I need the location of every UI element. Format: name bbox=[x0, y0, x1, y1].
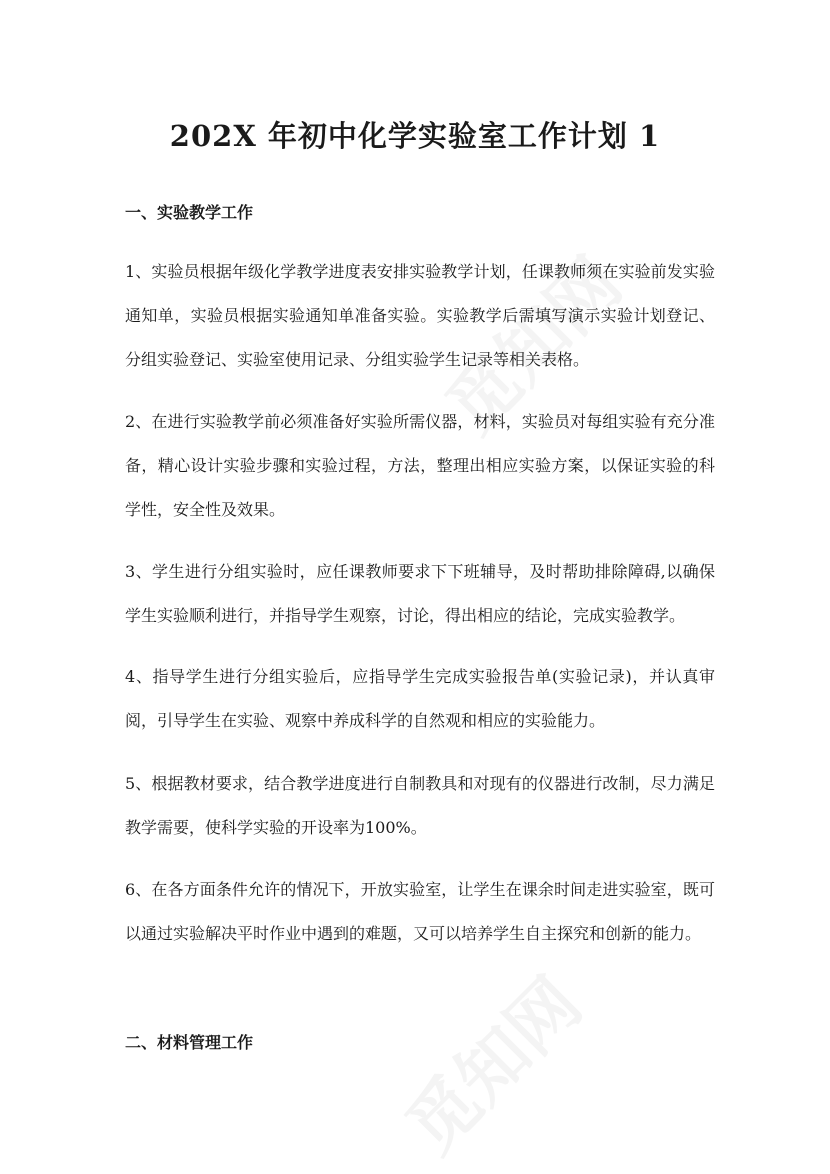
paragraph-2: 2、在进行实验教学前必须准备好实验所需仪器，材料，实验员对每组实验有充分准备，精心设计实验步骤和实验过程，方法，整理出相应实验方案，以保证实验的科学性，安全性及效果。 bbox=[125, 412, 715, 519]
paragraph-5: 5、根据教材要求，结合教学进度进行自制教具和对现有的仪器进行改制，尽力满足教学需要，使科学实验的开设率为100%。 bbox=[125, 774, 715, 837]
document-title: 202X 年初中化学实验室工作计划 1 bbox=[169, 119, 661, 153]
watermark bbox=[380, 952, 600, 1172]
section-heading-experiment-teaching: 一、实验教学工作 bbox=[125, 203, 254, 222]
paragraph-4: 4、指导学生进行分组实验后，应指导学生完成实验报告单(实验记录)，并认真审阅，引导学生在实验、观察中养成科学的自然观和相应的实验能力。 bbox=[125, 667, 715, 730]
paragraph-1: 1、实验员根据年级化学教学进度表安排实验教学计划，任课教师须在实验前发实验通知单，实验员根据实验通知单准备实验。实验教学后需填写演示实验计划登记、分组实验登记、实验室使用记录、分组实验学生记录等相关表格。 bbox=[125, 262, 715, 369]
section-heading-material-management: 二、材料管理工作 bbox=[125, 1033, 254, 1052]
paragraph-3: 3、学生进行分组实验时，应任课教师要求下下班辅导，及时帮助排除障碍,以确保学生实验顺利进行，并指导学生观察，讨论，得出相应的结论，完成实验教学。 bbox=[125, 562, 715, 625]
paragraph-6: 6、在各方面条件允许的情况下，开放实验室，让学生在课余时间走进实验室，既可以通过实验解决平时作业中遇到的难题，又可以培养学生自主探究和创新的能力。 bbox=[125, 880, 715, 943]
